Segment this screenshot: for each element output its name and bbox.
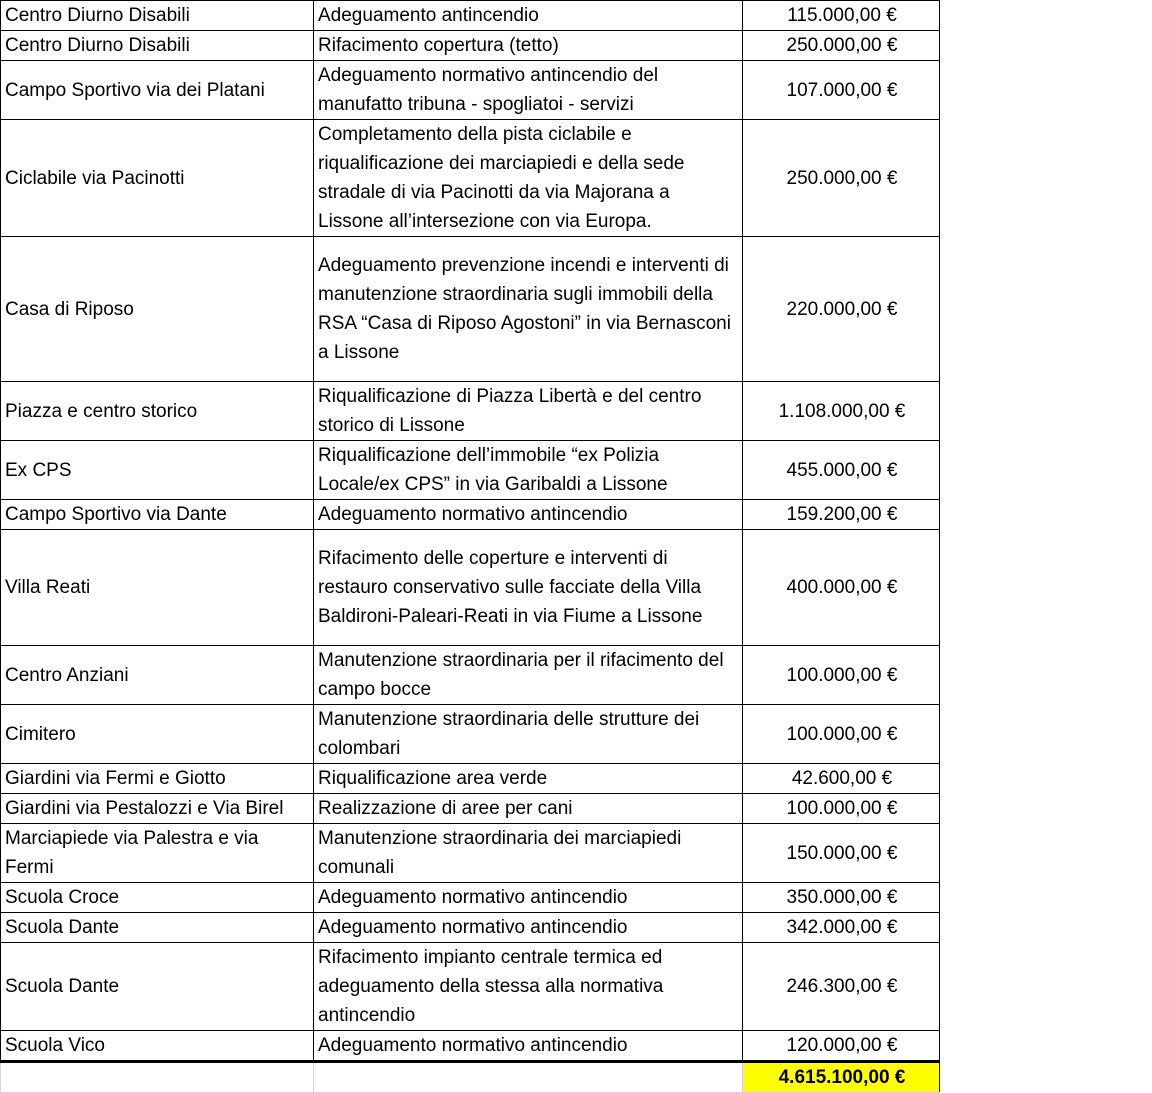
place-cell[interactable]: Marciapiede via Palestra e via Fermi: [1, 824, 314, 883]
amount-cell[interactable]: 342.000,00 €: [743, 913, 940, 943]
place-cell[interactable]: Scuola Dante: [1, 913, 314, 943]
description-cell[interactable]: Manutenzione straordinaria per il rifacimento del campo bocce: [314, 646, 743, 705]
place-cell[interactable]: Cimitero: [1, 705, 314, 764]
place-cell[interactable]: Centro Anziani: [1, 646, 314, 705]
amount-cell[interactable]: 400.000,00 €: [743, 530, 940, 646]
works-table-body: [1, 1, 940, 1062]
description-cell[interactable]: Adeguamento normativo antincendio: [314, 500, 743, 530]
place-cell[interactable]: Campo Sportivo via dei Platani: [1, 61, 314, 120]
table-row: [1, 530, 940, 646]
description-cell[interactable]: Riqualificazione di Piazza Libertà e del centro storico di Lissone: [314, 382, 743, 441]
table-row: [1, 500, 940, 530]
table-row: [1, 237, 940, 382]
place-cell[interactable]: Villa Reati: [1, 530, 314, 646]
amount-cell[interactable]: 159.200,00 €: [743, 500, 940, 530]
table-row: [1, 646, 940, 705]
amount-cell[interactable]: 107.000,00 €: [743, 61, 940, 120]
amount-cell[interactable]: 246.300,00 €: [743, 943, 940, 1031]
totals-footer: [1, 1062, 940, 1093]
empty-cell[interactable]: [1, 1062, 314, 1093]
description-cell[interactable]: Rifacimento impianto centrale termica ed adeguamento della stessa alla normativa antincendio: [314, 943, 743, 1031]
place-cell[interactable]: Piazza e centro storico: [1, 382, 314, 441]
place-cell[interactable]: Giardini via Pestalozzi e Via Birel: [1, 794, 314, 824]
table-row: [1, 120, 940, 237]
description-cell[interactable]: Realizzazione di aree per cani: [314, 794, 743, 824]
amount-cell[interactable]: 100.000,00 €: [743, 646, 940, 705]
description-cell[interactable]: Adeguamento normativo antincendio del manufatto tribuna - spogliatoi - servizi: [314, 61, 743, 120]
amount-cell[interactable]: 42.600,00 €: [743, 764, 940, 794]
amount-cell[interactable]: 115.000,00 €: [743, 1, 940, 31]
place-cell[interactable]: Scuola Croce: [1, 883, 314, 913]
description-cell[interactable]: Adeguamento normativo antincendio: [314, 1031, 743, 1062]
table-row: [1, 943, 940, 1031]
description-cell[interactable]: Adeguamento normativo antincendio: [314, 913, 743, 943]
place-cell[interactable]: Centro Diurno Disabili: [1, 1, 314, 31]
description-cell[interactable]: Manutenzione straordinaria dei marciapiedi comunali: [314, 824, 743, 883]
table-row: [1, 1, 940, 31]
amount-cell[interactable]: 220.000,00 €: [743, 237, 940, 382]
table-row: [1, 824, 940, 883]
description-cell[interactable]: Adeguamento normativo antincendio: [314, 883, 743, 913]
place-cell[interactable]: Giardini via Fermi e Giotto: [1, 764, 314, 794]
description-cell[interactable]: Manutenzione straordinaria delle strutture dei colombari: [314, 705, 743, 764]
total-amount-cell[interactable]: 4.615.100,00 €: [743, 1062, 940, 1093]
amount-cell[interactable]: 1.108.000,00 €: [743, 382, 940, 441]
place-cell[interactable]: Campo Sportivo via Dante: [1, 500, 314, 530]
amount-cell[interactable]: 455.000,00 €: [743, 441, 940, 500]
amount-cell[interactable]: 100.000,00 €: [743, 794, 940, 824]
table-row: [1, 382, 940, 441]
amount-cell[interactable]: 250.000,00 €: [743, 120, 940, 237]
description-cell[interactable]: Completamento della pista ciclabile e riqualificazione dei marciapiedi e della sede stradale di via Pacinotti da via Majorana a Lissone all’intersezione con via Europa.: [314, 120, 743, 237]
amount-cell[interactable]: 350.000,00 €: [743, 883, 940, 913]
place-cell[interactable]: Scuola Dante: [1, 943, 314, 1031]
table-row: [1, 441, 940, 500]
table-row: [1, 31, 940, 61]
empty-cell[interactable]: [314, 1062, 743, 1093]
table-row: [1, 61, 940, 120]
table-row: [1, 764, 940, 794]
place-cell[interactable]: Ex CPS: [1, 441, 314, 500]
description-cell[interactable]: Rifacimento delle coperture e interventi di restauro conservativo sulle facciate della Villa Baldironi-Paleari-Reati in via Fiume a Lissone: [314, 530, 743, 646]
total-row: [1, 1062, 940, 1093]
place-cell[interactable]: Ciclabile via Pacinotti: [1, 120, 314, 237]
amount-cell[interactable]: 120.000,00 €: [743, 1031, 940, 1062]
table-row: [1, 883, 940, 913]
table-row: [1, 1031, 940, 1062]
table-row: [1, 705, 940, 764]
description-cell[interactable]: Adeguamento antincendio: [314, 1, 743, 31]
table-row: [1, 913, 940, 943]
table-row: [1, 794, 940, 824]
place-cell[interactable]: Casa di Riposo: [1, 237, 314, 382]
description-cell[interactable]: Adeguamento prevenzione incendi e interventi di manutenzione straordinaria sugli immobili della RSA “Casa di Riposo Agostoni” in via Bernasconi a Lissone: [314, 237, 743, 382]
place-cell[interactable]: Centro Diurno Disabili: [1, 31, 314, 61]
amount-cell[interactable]: 250.000,00 €: [743, 31, 940, 61]
description-cell[interactable]: Riqualificazione dell’immobile “ex Polizia Locale/ex CPS” in via Garibaldi a Lissone: [314, 441, 743, 500]
amount-cell[interactable]: 150.000,00 €: [743, 824, 940, 883]
amount-cell[interactable]: 100.000,00 €: [743, 705, 940, 764]
description-cell[interactable]: Riqualificazione area verde: [314, 764, 743, 794]
place-cell[interactable]: Scuola Vico: [1, 1031, 314, 1062]
description-cell[interactable]: Rifacimento copertura (tetto): [314, 31, 743, 61]
